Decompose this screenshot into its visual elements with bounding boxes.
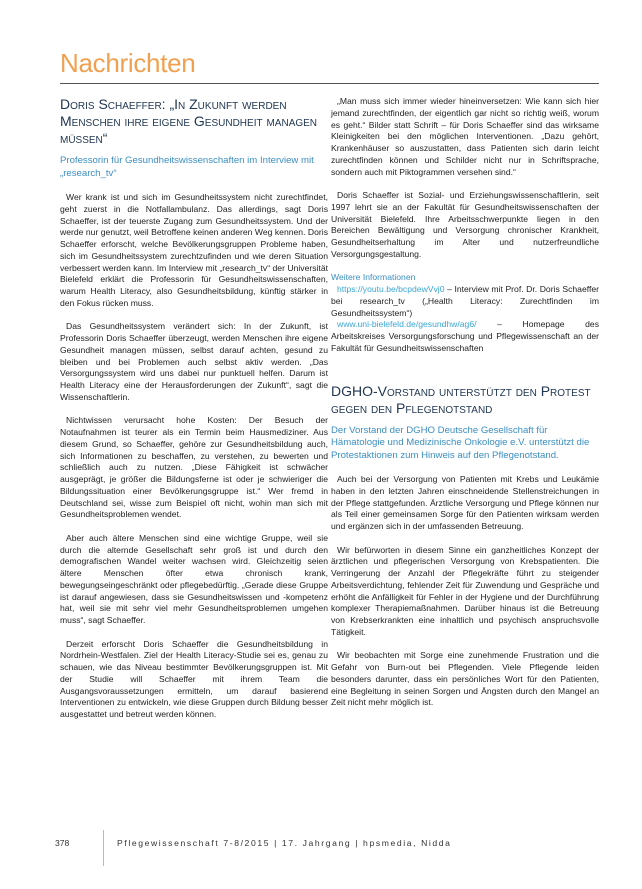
homepage-link[interactable]: www.uni-bielefeld.de/gesundhw/ag6/ [337, 319, 477, 330]
further-info-heading: Weitere Informationen [331, 272, 416, 283]
article1-subtitle: Professorin für Gesundheitswissenschaften im Interview mit „research_tv“ [60, 155, 314, 179]
paragraph: „Man muss sich immer wieder hineinversetzen: Wie kann sich hier jemand zurechtfinden, der eigentlich gar nicht so richtig weiß, worum es geht.“ Bilder statt Schrift – für Doris Schaeffer sind das wirksame Kleinigkeiten bei den möglichen Interventionen. „Dazu gehört, Krankenhäuser so auszustatten, dass Patienten sich darin leicht zurechtfinden können und Schilder nicht nur in Schriftsprache, sondern auch mit Piktogrammen versehen sind.“ [331, 96, 599, 177]
paragraph: Doris Schaeffer ist Sozial- und Erziehungswissenschaftlerin, seit 1997 lehrt sie an der Fakultät für Gesundheitswissenschaften der Universität Bielefeld. Ihre Arbeitsschwerpunkte liegen in den Bereichen Bewältigung und Versorgung chronischer Krankheit, Gesundheitserhaltung im Alter und nutzerfreundliche Versorgungsgestaltung. [331, 190, 599, 259]
footer-divider [103, 830, 104, 866]
paragraph: Das Gesundheitssystem verändert sich: In der Zukunft, ist Professorin Doris Schaeffer überzeugt, werden Menschen ihre eigene Gesundheit managen müssen, selbst darauf achten, gesund zu bleiben und bei Problemen auch selbst aktiv werden. „Das Versorgungssystem wird uns dabei nur punktuell helfen. Darum ist Health Literacy eine der Herausforderungen der Zukunft“, sagt die Wissenschaftlerin. [60, 321, 328, 402]
paragraph: Wir beobachten mit Sorge eine zunehmende Frustration und die Gefahr von Burn-out bei Pflegenden. Viele Pflegende leiden besonders darunter, dass ein persönliches Wort für den Patienten, eine Begleitung in seinen Sorgen und Ängsten durch den Mangel an Zeit nicht mehr möglich ist. [331, 650, 599, 708]
youtube-link[interactable]: https://youtu.be/bcpdewVvj0 [337, 284, 445, 294]
article2-heading: DGHO-Vorstand unterstützt den Protest gegen den Pflegenotstand [331, 382, 591, 416]
article2-subtitle: Der Vorstand der DGHO Deutsche Gesellschaft für Hämatologie und Medizinische Onkologie e.V. unterstützt die Protestaktionen zum Hinweis auf den Pflegenotstand. [331, 424, 590, 461]
further-info-item [331, 284, 599, 319]
paragraph: Nichtwissen verursacht hohe Kosten: Der Besuch der Notaufnahmen ist teurer als ein Termin beim Hausmediziner. Aus diesem Grund, so Schaeffer, gehöre zur Gesundheitsbildung auch, sich Informationen zu beschaffen, zu verstehen, zu bewerten und schließlich auch zu nutzen. „Diese Fähigkeit ist schwächer ausgeprägt, je größer die Bildungsferne ist oder je schwieriger die Bildungssituation einer Bevölkerungsgruppe ist.“ Wer fremd in Deutschland sei, wisse zum Beispiel oft nicht, wohin man sich mit Gesundheitsproblemen wendet. [60, 415, 328, 520]
link-description: – Homepage des Arbeitskreises Versorgungsforschung und Pflegewissenschaft an der Fakultät für Gesundheitswissenschaften [331, 319, 599, 353]
page-number: 378 [55, 838, 70, 848]
left-column [60, 96, 328, 733]
further-info-item [331, 319, 599, 354]
paragraph: Wer krank ist und sich im Gesundheitssystem nicht zurechtfindet, geht zuerst in die Notfallambulanz. Das allerdings, sagt Doris Schaeffer, ist der teuerste Zugang zum Gesundheitssystem. Und der werde nur genutzt, weil Betroffene keinen anderen Weg kennen. Doris Schaeffer erforscht, welche Bevölkerungsgruppen Probleme haben, sich im Gesundheitssystem zurechtzufinden und wie deren Situation verbessert werden kann. Im Interview mit „research_tv“ der Universität Bielefeld erklärt die Professorin für Gesundheitswissenschaften, warum Health Literacy, also Gesundheitsbildung, künftig stärker in den Fokus rücken muss. [60, 192, 328, 308]
link-description: – Interview mit Prof. Dr. Doris Schaeffer bei research_tv („Health Literacy: Zurechtfinden im Gesundheitssystem“) [331, 284, 599, 318]
article1-heading: Doris Schaeffer: „In Zukunft werden Menschen ihre eigene Gesundheit managen müssen“ [60, 96, 318, 146]
paragraph: Wir befürworten in diesem Sinne ein ganzheitliches Konzept der ärztlichen und pflegerischen Versorgung von Krebspatienten. Die Verringerung der Anzahl der Pflegekräfte führt zu steigender Arbeitsverdichtung, fehlender Zeit für Zuwendung und Gespräche und erhöht die Anfälligkeit für Fehler in der Hygiene und der Durchführung komplexer Therapiemaßnahmen. Darüber hinaus ist die Betreuung von Krebserkrankten eine inhaltlich und psychisch anspruchsvolle Tätigkeit. [331, 544, 599, 637]
right-column [331, 96, 599, 721]
paragraph: Derzeit erforscht Doris Schaeffer die Gesundheitsbildung in Nordrhein-Westfalen. Ziel der Health Literacy-Studie sei es, genau zu schauen, wie das Niveau bestimmter Bevölkerungsgruppen ist. Mit der Studie will Schaeffer mit ihrem Team die Ausgangsvoraussetzungen ermitteln, um darauf basierend Interventionen zu entwickeln, wie diese Gruppen durch Bildung besser ausgestattet und betreut werden können. [60, 638, 328, 719]
section-title: Nachrichten [60, 48, 196, 78]
paragraph: Aber auch ältere Menschen sind eine wichtige Gruppe, weil sie durch die alternde Gesellschaft sehr groß ist und durch den demografischen Wandel weiter wachsen wird. Gleichzeitig seien ältere Menschen öfter etwa chronisch krank, bewegungseingeschränkt oder pflegebedürftig. „Gerade diese Gruppe ist darauf angewiesen, dass sie Gesundheitswissen und -kompetenz hat, weil sie mit sehr viel mehr Gesundheitsproblemen umgehen muss“, sagt Schaeffer. [60, 532, 328, 625]
title-divider [60, 83, 599, 84]
journal-info: Pflegewissenschaft 7-8/2015 | 17. Jahrgang | hpsmedia, Nidda [117, 838, 452, 848]
paragraph: Auch bei der Versorgung von Patienten mit Krebs und Leukämie haben in den letzten Jahren einschneidende Stellenstreichungen in der Pflege stattgefunden. Ärztliche Versorgung und Pflege können nur als Teil einer gemeinsamen Sorge für den Patienten wirksam werden und ergänzen sich in der umfassenden Betreuung. [331, 474, 599, 531]
